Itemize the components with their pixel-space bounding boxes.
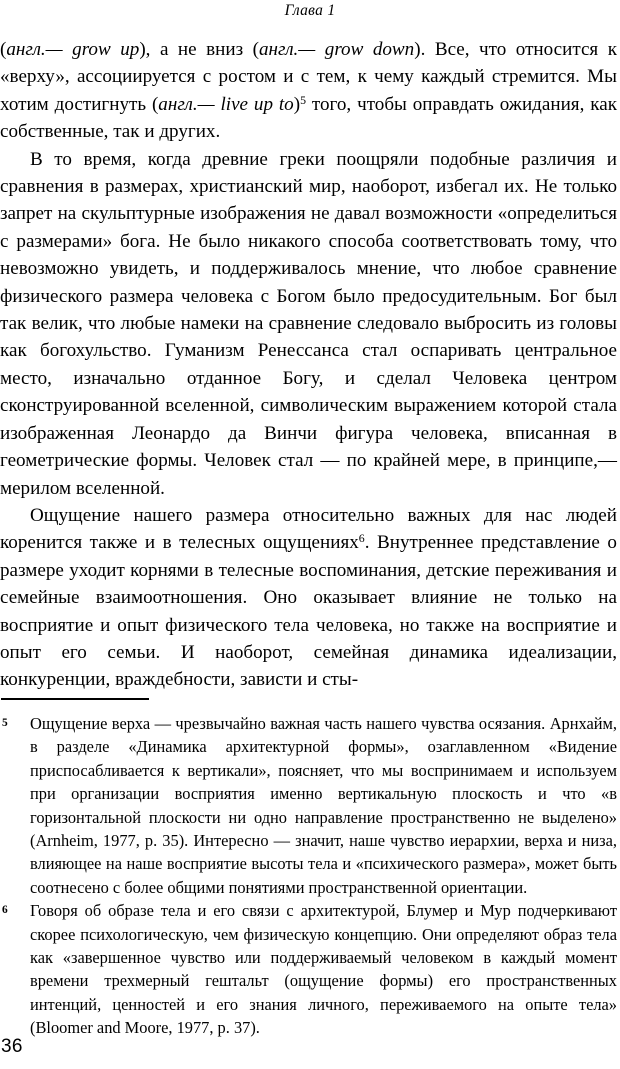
footnote-marker: 5 [2,717,8,729]
paragraph: (англ.— grow up), а не вниз (англ.— grow down). Все, что относится к «верху», ассоциируется с ростом и с тем, к чему каждый стремится. Мы хотим достигнуть (англ.— live up to)$^5$ того, чтобы оправдать ожидания, как собственные, так и других. [0,39,617,143]
footnote-block [0,712,617,1040]
footnote-marker: 6 [2,904,8,917]
running-head-chapter: Глава 1 [284,2,336,19]
footnote-item [0,712,617,899]
page-number: 36 [1,1036,23,1057]
footnote-separator-rule [1,698,149,700]
footnote-item [0,899,617,1039]
footnote-text: Говоря об образе тела и его связи с архитектурой, Блумер и Мур подчеркивают скорее психологическую, чем физическую концепцию. Они определяют образ тела как «завершенное чувство или поддерживаемый человеком в каждый момент времени трехмерный гештальт (ощущение формы) его пространственных интенций, ценностей и его знания личного, переживаемого на опыте тела» (Bloomer and Moore, 1977, p. 37). [30,901,617,1038]
paragraph: В то время, когда древние греки поощряли подобные различия и сравнения в размерах, христианский мир, наоборот, избегал их. Не только запрет на скульптурные изображения не давал возможности «определиться с размерами» бога. Не было никакого способа соответствовать тому, что невозможно увидеть, и поддерживалось мнение, что любое сравнение физического размера человека с Богом было предосудительным. Бог был так велик, что любые намеки на сравнение следовало выбросить из головы как богохульство. Гуманизм Ренессанса стал оспаривать центральное место, изначально отданное Богу, и сделал Человека центром сконструированной вселенной, символическим выражением которой стала изображенная Леонардо да Винчи фигура человека, вписанная в геометрические формы. Человек стал — по крайней мере, в принципе,— мерилом вселенной. [0,148,617,499]
footnote-text: Ощущение верха — чрезвычайно важная часть нашего чувства осязания. Арнхайм, в разделе «Динамика архитектурной формы», озаглавленном «Видение приспосабливается к вертикали», поясняет, что мы воспринимаем и используем при организации восприятия именно вертикальную плоскость и что «в горизонтальной плоскости ни одно направление пространственно не выделено» (Arnheim, 1977, p. 35). Интересно — значит, наше чувство иерархии, верха и низа, влияющее на наше восприятие высоты тела и «психического размера», может быть соотнесено с более общими понятиями пространственной ориентации. [30,714,617,897]
body-text-block [0,36,617,694]
paragraph: Ощущение нашего размера относительно важных для нас людей коренится также и в телесных ощущениях$^6$. Внутреннее представление о размере уходит корнями в телесные воспоминания, детские переживания и семейные взаимоотношения. Оно оказывает влияние не только на восприятие и опыт физического тела человека, но также на восприятие и опыт его семьи. И наоборот, семейная динамика идеализации, конкуренции, враждебности, зависти и сты- [0,504,617,691]
